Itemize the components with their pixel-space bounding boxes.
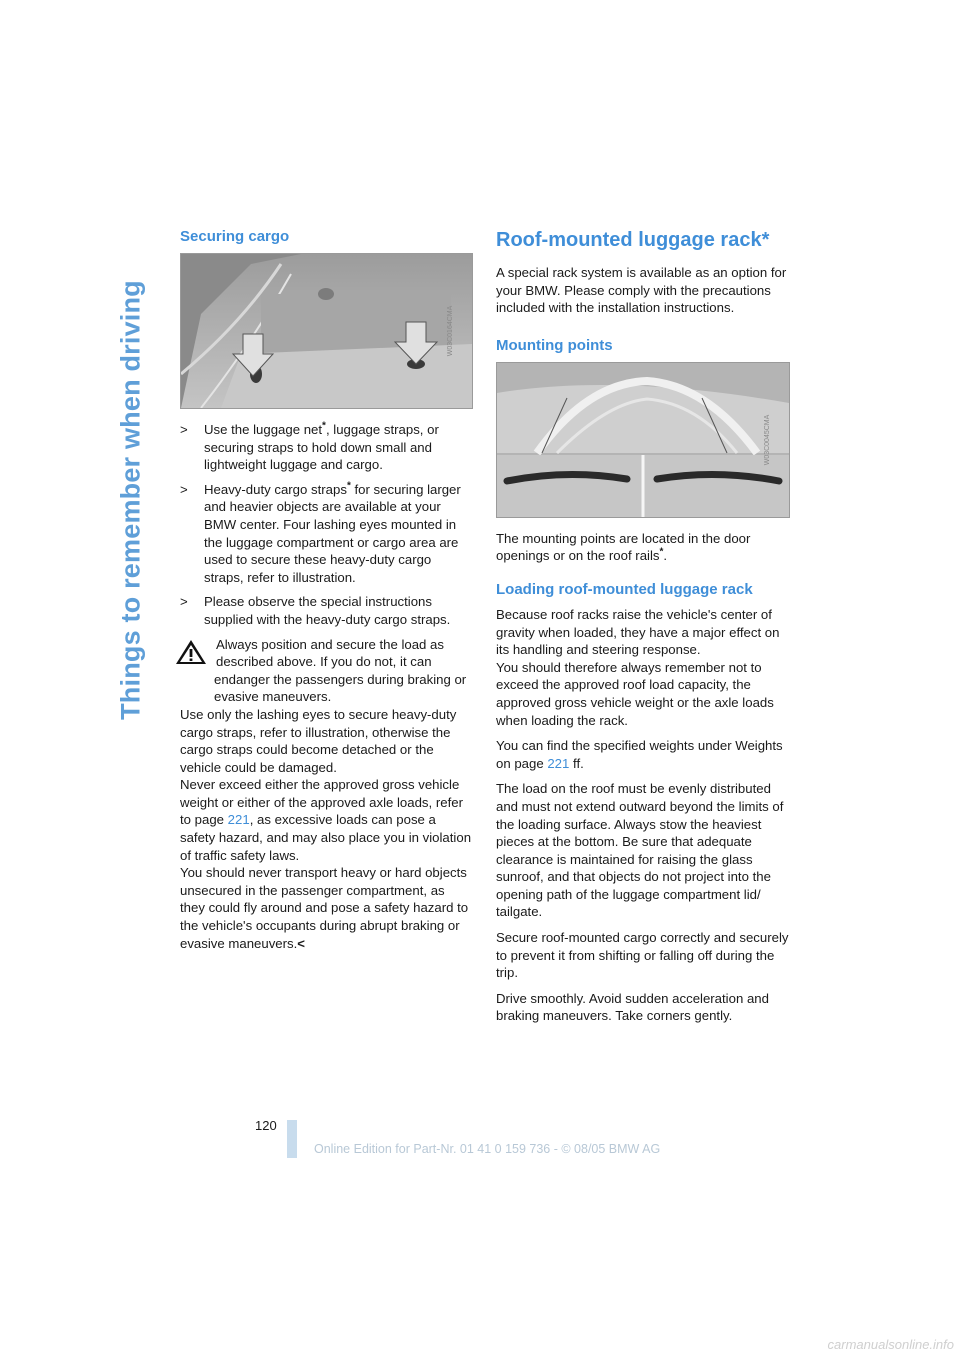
right-column	[496, 228, 789, 1033]
loading-paragraph: You should therefore always remember not to exceed the approved roof load capacity, the approved gross vehicle weight or the axle loads when loading the rack.	[496, 659, 774, 728]
chapter-title: Things to remember when driving	[115, 280, 146, 720]
mounting-points-heading: Mounting points	[496, 336, 613, 354]
page-link-221[interactable]: 221	[547, 755, 570, 771]
roof-rack-heading: Roof-mounted luggage rack*	[496, 229, 770, 251]
loading-rack-heading: Loading roof-mounted luggage rack	[496, 580, 753, 598]
edition-footer: Online Edition for Part-Nr. 01 41 0 159 736 - © 08/05 BMW AG	[314, 1142, 661, 1156]
roof-mounting-points-image	[497, 363, 789, 517]
watermark: carmanualsonline.info	[827, 1337, 954, 1352]
loading-paragraph: Because roof racks raise the vehicle's center of gravity when loaded, they have a major effect on its handling and steering response.	[496, 606, 780, 658]
warning-paragraph: Always position and secure the load as described above. If you do not, it can endanger the passengers during braking or evasive maneuvers.	[214, 636, 467, 705]
list-item: > Please observe the special instructions supplied with the heavy-duty cargo straps.	[180, 594, 451, 627]
page-link-221[interactable]: 221	[227, 812, 250, 828]
footer-bar	[287, 1120, 297, 1158]
list-item: > Use the luggage net*, luggage straps, or securing straps to hold down small and lightweight luggage and cargo.	[180, 420, 439, 473]
warning-paragraph: Use only the lashing eyes to secure heavy-duty cargo straps, refer to illustration, otherwise the cargo straps could become detached or the vehicle could be damaged.	[180, 706, 457, 775]
page-number: 120	[255, 1118, 277, 1133]
mounting-points-illustration	[496, 362, 790, 518]
loading-paragraph: Drive smoothly. Avoid sudden acceleration and braking maneuvers. Take corners gently.	[496, 990, 769, 1024]
trunk-lashing-eyes-image	[181, 254, 472, 408]
figure-id: W03C0164CMA	[447, 305, 455, 357]
warning-triangle-icon	[174, 638, 208, 666]
sidebar-chapter-title	[106, 220, 156, 780]
loading-paragraph: Secure roof-mounted cargo correctly and securely to prevent it from shifting or falling off during the trip.	[496, 930, 789, 981]
list-item: > Heavy-duty cargo straps* for securing larger and heavier objects are available at your BMW center. Four lashing eyes mounted in the luggage compartment or cargo area are used to secure these heavy-duty cargo straps, refer to illustration.	[180, 480, 461, 585]
figure-id: W03C0045CMA	[764, 414, 772, 466]
roof-rack-intro: A special rack system is available as an option for your BMW. Please comply with the precautions included with the installation instructions.	[496, 265, 787, 316]
warning-paragraph: You should never transport heavy or hard objects unsecured in the passenger compartment, as they could fly around and pose a safety hazard to the vehicle's occupants during abrupt braking or evasive maneuvers.<	[180, 865, 469, 951]
cargo-bullet-list	[180, 421, 472, 629]
end-mark: <	[297, 935, 305, 951]
securing-cargo-heading: Securing cargo	[180, 228, 290, 245]
mounting-points-text: The mounting points are located in the door openings or on the roof rails*.	[496, 530, 751, 564]
safety-warning	[180, 636, 472, 953]
left-column	[180, 228, 472, 952]
luggage-compartment-illustration	[180, 253, 473, 409]
loading-paragraph: You can find the specified weights under Weights on page 221 ff.	[496, 738, 783, 771]
warning-paragraph: Never exceed either the approved gross vehicle weight or either of the approved axle loads, refer to page 221, as excessive loads can pose a safety hazard, and may also place you in violation of traffic safety laws.	[180, 777, 472, 863]
loading-paragraph: The load on the roof must be evenly distributed and must not extend outward beyond the limits of the loading surface. Always stow the heaviest pieces at the bottom. Be sure that adequate clearance is maintained for raising the glass sunroof, and that objects do not project into the opening path of the luggage compartment lid/ tailgate.	[496, 781, 784, 920]
